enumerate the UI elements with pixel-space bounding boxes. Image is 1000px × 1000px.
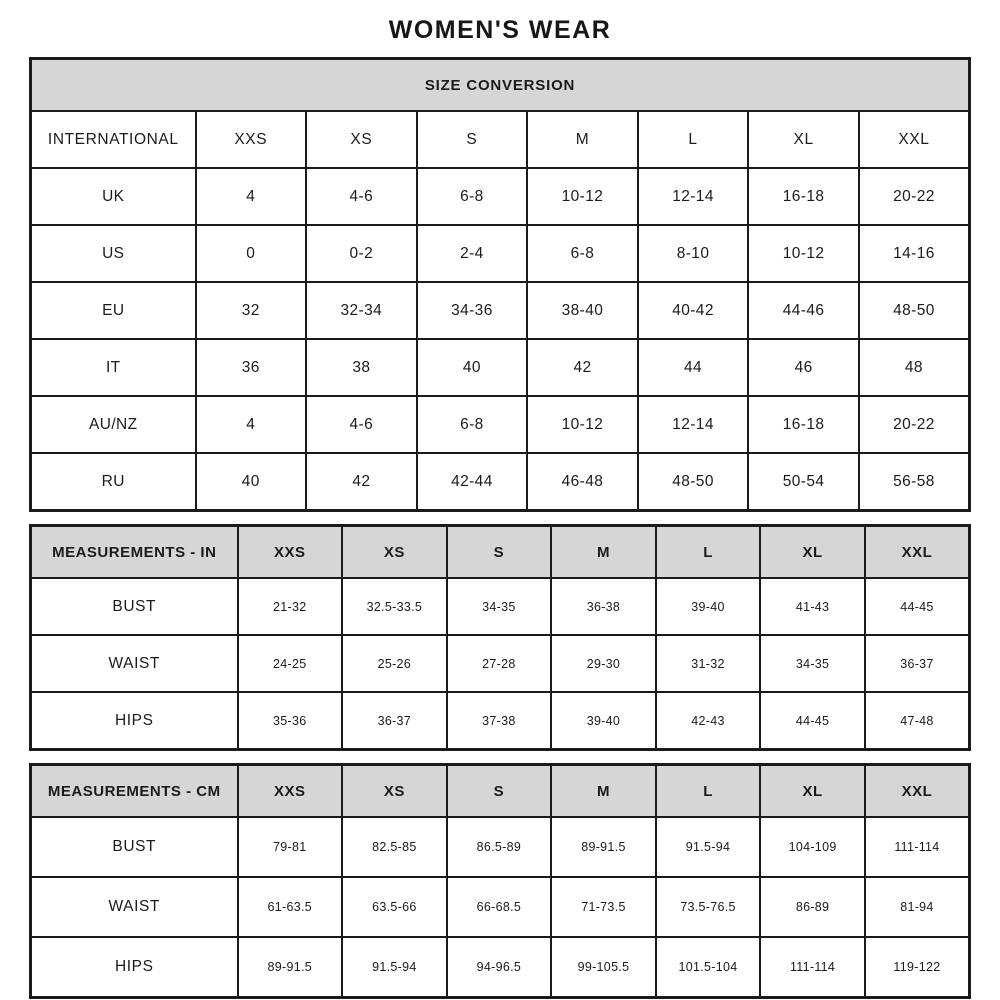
size-value-cell: 40-42 xyxy=(638,282,749,339)
size-value-cell: 4-6 xyxy=(306,396,417,453)
size-value-cell: 14-16 xyxy=(859,225,970,282)
size-value-cell: 42 xyxy=(527,339,638,396)
column-header-size: XL xyxy=(760,526,865,579)
table-row xyxy=(31,578,970,635)
measurement-value-cell: 47-48 xyxy=(865,692,970,750)
table-row xyxy=(31,526,970,579)
measurement-value-cell: 21-32 xyxy=(238,578,343,635)
size-value-cell: 32 xyxy=(196,282,307,339)
column-header-size: XXS xyxy=(196,111,307,168)
table-header: MEASUREMENTS - IN xyxy=(31,526,238,579)
measurement-value-cell: 89-91.5 xyxy=(551,817,656,877)
measurement-value-cell: 36-38 xyxy=(551,578,656,635)
measurement-value-cell: 41-43 xyxy=(760,578,865,635)
size-value-cell: 32-34 xyxy=(306,282,417,339)
table-row xyxy=(31,453,970,511)
column-header-size: S xyxy=(447,765,552,818)
column-header-size: M xyxy=(527,111,638,168)
row-label: US xyxy=(31,225,196,282)
column-header-size: XXL xyxy=(859,111,970,168)
column-header-size: XXS xyxy=(238,765,343,818)
table-row xyxy=(31,111,970,168)
measurement-value-cell: 34-35 xyxy=(447,578,552,635)
measurements-cm-table xyxy=(29,763,971,999)
measurement-value-cell: 42-43 xyxy=(656,692,761,750)
table-row xyxy=(31,396,970,453)
size-value-cell: 12-14 xyxy=(638,168,749,225)
column-header-size: L xyxy=(656,765,761,818)
measurement-value-cell: 111-114 xyxy=(760,937,865,998)
table-row xyxy=(31,635,970,692)
measurement-value-cell: 81-94 xyxy=(865,877,970,937)
column-header-size: XS xyxy=(306,111,417,168)
size-value-cell: 38-40 xyxy=(527,282,638,339)
measurement-value-cell: 36-37 xyxy=(342,692,447,750)
size-value-cell: 40 xyxy=(196,453,307,511)
size-value-cell: 0 xyxy=(196,225,307,282)
measurement-value-cell: 24-25 xyxy=(238,635,343,692)
size-value-cell: 38 xyxy=(306,339,417,396)
table-row xyxy=(31,692,970,750)
measurement-value-cell: 119-122 xyxy=(865,937,970,998)
measurement-value-cell: 61-63.5 xyxy=(238,877,343,937)
size-value-cell: 0-2 xyxy=(306,225,417,282)
measurement-value-cell: 44-45 xyxy=(760,692,865,750)
column-header-size: L xyxy=(656,526,761,579)
column-header-size: M xyxy=(551,526,656,579)
row-label: EU xyxy=(31,282,196,339)
size-value-cell: 10-12 xyxy=(527,168,638,225)
measurement-value-cell: 37-38 xyxy=(447,692,552,750)
measurement-value-cell: 71-73.5 xyxy=(551,877,656,937)
column-header-size: S xyxy=(447,526,552,579)
column-header-size: L xyxy=(638,111,749,168)
measurement-value-cell: 89-91.5 xyxy=(238,937,343,998)
row-label: HIPS xyxy=(31,937,238,998)
size-value-cell: 34-36 xyxy=(417,282,528,339)
measurement-value-cell: 82.5-85 xyxy=(342,817,447,877)
row-label: IT xyxy=(31,339,196,396)
size-value-cell: 6-8 xyxy=(417,168,528,225)
measurement-value-cell: 34-35 xyxy=(760,635,865,692)
row-label: WAIST xyxy=(31,635,238,692)
measurement-value-cell: 86.5-89 xyxy=(447,817,552,877)
column-header-region: INTERNATIONAL xyxy=(31,111,196,168)
measurement-value-cell: 91.5-94 xyxy=(656,817,761,877)
row-label: WAIST xyxy=(31,877,238,937)
measurement-value-cell: 111-114 xyxy=(865,817,970,877)
measurement-value-cell: 79-81 xyxy=(238,817,343,877)
size-value-cell: 48 xyxy=(859,339,970,396)
size-value-cell: 4 xyxy=(196,396,307,453)
column-header-size: XL xyxy=(760,765,865,818)
table-row xyxy=(31,168,970,225)
table-row xyxy=(31,877,970,937)
size-value-cell: 42-44 xyxy=(417,453,528,511)
measurements-in-table xyxy=(29,524,971,751)
measurement-value-cell: 44-45 xyxy=(865,578,970,635)
table-row xyxy=(31,817,970,877)
size-value-cell: 8-10 xyxy=(638,225,749,282)
measurement-value-cell: 94-96.5 xyxy=(447,937,552,998)
measurement-value-cell: 39-40 xyxy=(656,578,761,635)
measurement-value-cell: 25-26 xyxy=(342,635,447,692)
measurement-value-cell: 99-105.5 xyxy=(551,937,656,998)
measurement-value-cell: 27-28 xyxy=(447,635,552,692)
column-header-size: S xyxy=(417,111,528,168)
measurement-value-cell: 36-37 xyxy=(865,635,970,692)
column-header-size: XS xyxy=(342,765,447,818)
table-row xyxy=(31,765,970,818)
size-value-cell: 42 xyxy=(306,453,417,511)
size-value-cell: 20-22 xyxy=(859,168,970,225)
row-label: BUST xyxy=(31,578,238,635)
size-value-cell: 56-58 xyxy=(859,453,970,511)
column-header-size: XXL xyxy=(865,526,970,579)
column-header-size: XS xyxy=(342,526,447,579)
size-value-cell: 6-8 xyxy=(417,396,528,453)
size-value-cell: 40 xyxy=(417,339,528,396)
size-value-cell: 50-54 xyxy=(748,453,859,511)
size-value-cell: 48-50 xyxy=(859,282,970,339)
measurement-value-cell: 91.5-94 xyxy=(342,937,447,998)
measurement-value-cell: 66-68.5 xyxy=(447,877,552,937)
table-row xyxy=(31,937,970,998)
size-value-cell: 10-12 xyxy=(527,396,638,453)
table-header: MEASUREMENTS - CM xyxy=(31,765,238,818)
row-label: UK xyxy=(31,168,196,225)
measurement-value-cell: 63.5-66 xyxy=(342,877,447,937)
measurement-value-cell: 86-89 xyxy=(760,877,865,937)
measurement-value-cell: 101.5-104 xyxy=(656,937,761,998)
measurement-value-cell: 104-109 xyxy=(760,817,865,877)
row-label: RU xyxy=(31,453,196,511)
row-label: HIPS xyxy=(31,692,238,750)
measurement-value-cell: 73.5-76.5 xyxy=(656,877,761,937)
table-row xyxy=(31,282,970,339)
size-value-cell: 4-6 xyxy=(306,168,417,225)
table-banner: SIZE CONVERSION xyxy=(31,59,970,112)
size-value-cell: 6-8 xyxy=(527,225,638,282)
table-row xyxy=(31,59,970,112)
size-value-cell: 20-22 xyxy=(859,396,970,453)
size-value-cell: 44-46 xyxy=(748,282,859,339)
size-value-cell: 12-14 xyxy=(638,396,749,453)
size-value-cell: 46 xyxy=(748,339,859,396)
measurement-value-cell: 29-30 xyxy=(551,635,656,692)
table-row xyxy=(31,339,970,396)
size-value-cell: 44 xyxy=(638,339,749,396)
size-value-cell: 16-18 xyxy=(748,168,859,225)
size-conversion-table xyxy=(29,57,971,512)
column-header-size: XXL xyxy=(865,765,970,818)
size-value-cell: 10-12 xyxy=(748,225,859,282)
size-value-cell: 48-50 xyxy=(638,453,749,511)
column-header-size: XL xyxy=(748,111,859,168)
table-row xyxy=(31,225,970,282)
measurement-value-cell: 31-32 xyxy=(656,635,761,692)
column-header-size: M xyxy=(551,765,656,818)
measurement-value-cell: 39-40 xyxy=(551,692,656,750)
column-header-size: XXS xyxy=(238,526,343,579)
size-value-cell: 46-48 xyxy=(527,453,638,511)
size-value-cell: 16-18 xyxy=(748,396,859,453)
size-value-cell: 36 xyxy=(196,339,307,396)
measurement-value-cell: 32.5-33.5 xyxy=(342,578,447,635)
measurement-value-cell: 35-36 xyxy=(238,692,343,750)
size-value-cell: 2-4 xyxy=(417,225,528,282)
row-label: BUST xyxy=(31,817,238,877)
size-value-cell: 4 xyxy=(196,168,307,225)
page-title: WOMEN'S WEAR xyxy=(388,16,612,44)
row-label: AU/NZ xyxy=(31,396,196,453)
